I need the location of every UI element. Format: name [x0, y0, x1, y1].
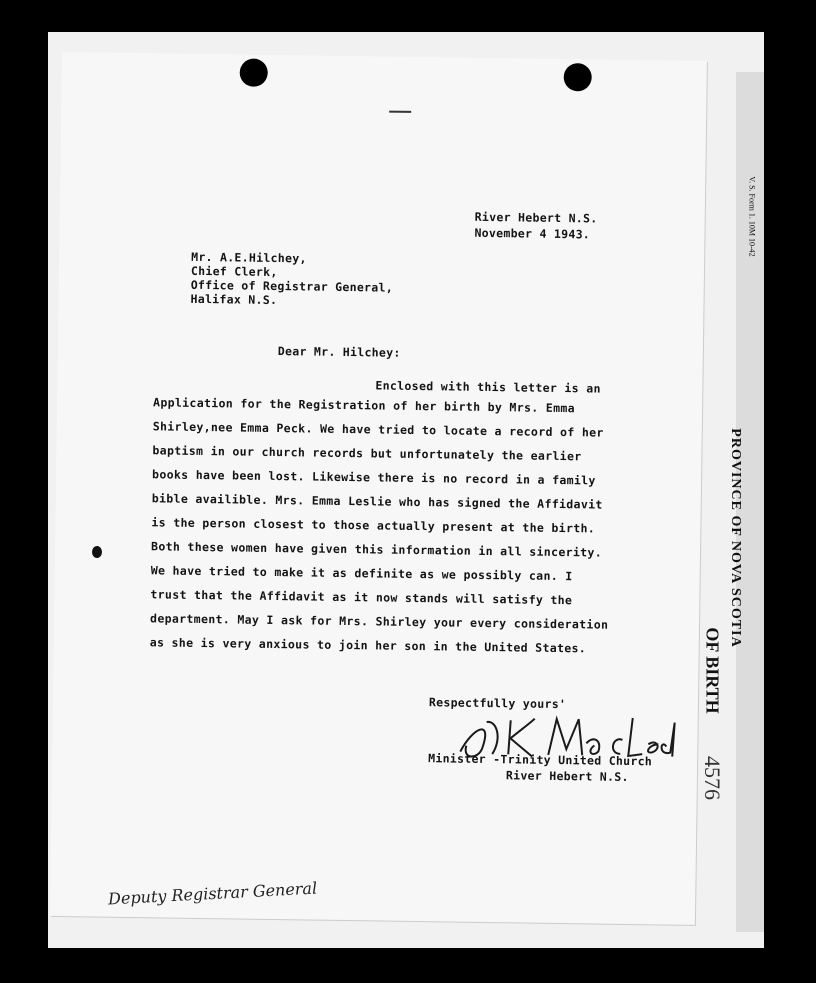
province-heading: PROVINCE OF NOVA SCOTIA — [728, 428, 743, 648]
body-line: books have been lost. Likewise there is no record in a family — [152, 467, 596, 488]
registration-heading: OF BIRTH — [702, 627, 723, 714]
body-line: is the person closest to those actually present at the birth. — [151, 515, 596, 536]
body-line: Application for the Registration of her birth by Mrs. Emma — [153, 395, 576, 416]
recipient-line: Office of Registrar General, — [190, 277, 394, 295]
closing: Respectfully yours' — [428, 695, 567, 712]
letterhead-mark — [389, 111, 411, 113]
recipient-line: Chief Clerk, — [190, 263, 278, 280]
body-line: trust that the Affidavit as it now stands will satisfy the — [150, 587, 573, 608]
letter-date: November 4 1943. — [474, 225, 591, 242]
letter-sheet — [50, 52, 707, 925]
body-line: Shirley,nee Emma Peck. We have tried to locate a record of her — [152, 419, 604, 440]
body-line: bible availible. Mrs. Emma Leslie who has signed the Affidavit — [151, 491, 603, 512]
signer-location: River Hebert N.S. — [505, 768, 629, 784]
form-code: V. S. Form 1. 10M 10-42 — [747, 176, 757, 257]
punch-hole — [240, 58, 268, 86]
body-line: as she is very anxious to join her son in the United States. — [149, 635, 587, 656]
body-line: We have tried to make it as definite as we possibly can. I — [150, 563, 573, 584]
deputy-registrar-stamp: Deputy Registrar General — [107, 878, 318, 909]
letter-place: River Hebert N.S. — [474, 209, 598, 226]
recipient-line: Halifax N.S. — [190, 291, 278, 308]
registration-number: 4576 — [700, 756, 725, 800]
ink-blot — [92, 546, 102, 558]
body-line: baptism in our church records but unfortunately the earlier — [152, 443, 582, 464]
body-line: Enclosed with this letter is an — [375, 378, 601, 396]
punch-hole — [564, 63, 592, 91]
salutation: Dear Mr. Hilchey: — [277, 344, 401, 360]
body-line: department. May I ask for Mrs. Shirley your every consideration — [150, 611, 609, 632]
recipient-line: Mr. A.E.Hilchey, — [191, 249, 307, 266]
signer-title: Minister -Trinity United Church — [428, 751, 653, 769]
body-line: Both these women have given this information in all sincerity. — [151, 539, 603, 560]
